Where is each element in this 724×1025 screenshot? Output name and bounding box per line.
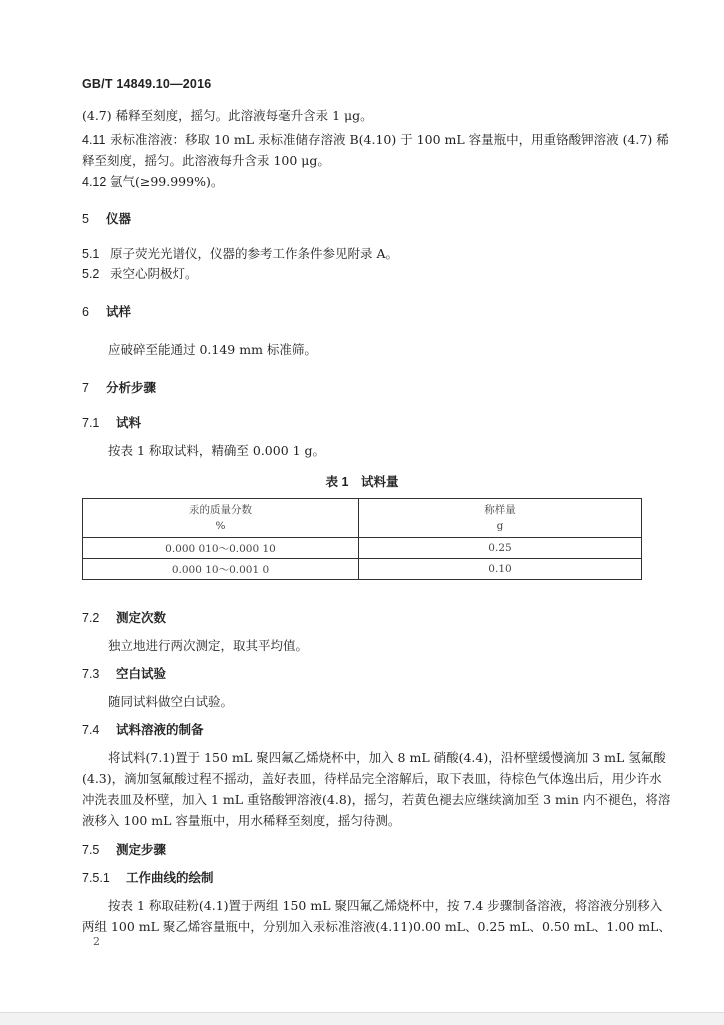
section-6-heading	[82, 302, 131, 320]
subsection-7-5-heading	[82, 840, 166, 858]
table-header-cell	[359, 499, 642, 538]
subsection-7-1-heading	[82, 413, 141, 431]
body-line: 应破碎至能通过 0.149 mm 标准筛。	[108, 342, 317, 357]
table-caption: 表 1 试料量	[325, 475, 399, 489]
subsection-7-2-heading	[82, 608, 166, 626]
section-title: 工作曲线的绘制	[126, 871, 214, 885]
clause-number: 4.12	[82, 175, 107, 189]
subsection-7-3-heading	[82, 664, 166, 682]
section-number: 7.5	[82, 843, 100, 857]
page-number: 2	[93, 935, 100, 948]
clause-text: 汞空心阴极灯。	[110, 266, 198, 281]
column-header: 汞的质量分数	[189, 504, 252, 516]
section-title: 试样	[106, 305, 132, 319]
section-title: 仪器	[106, 212, 132, 226]
body-line: 随同试料做空白试验。	[108, 694, 234, 709]
table-header-cell	[83, 499, 359, 538]
section-5-heading	[82, 209, 131, 227]
clause-5-2	[82, 264, 198, 282]
section-number: 7	[82, 381, 89, 395]
clause-5-1	[82, 244, 398, 262]
table-cell: 0.000 010～0.000 10	[83, 538, 359, 559]
section-number: 7.4	[82, 723, 100, 737]
body-line: (4.3)，滴加氢氟酸过程不摇动，盖好表皿，待样品完全溶解后，取下表皿，待棕色气体逸出后，用少许水	[82, 771, 662, 786]
body-line: 两组 100 mL 聚乙烯容量瓶中，分别加入汞标准溶液(4.11)0.00 mL、0.25 mL、0.50 mL、1.00 mL、	[82, 919, 671, 934]
section-number: 7.1	[82, 416, 100, 430]
section-title: 试料	[116, 416, 142, 430]
column-unit: %	[215, 520, 226, 532]
section-title: 测定步骤	[116, 843, 167, 857]
clause-number: 5.2	[82, 267, 100, 281]
body-line: 释至刻度，摇匀。此溶液每升含汞 100 μg。	[82, 153, 330, 168]
section-title: 测定次数	[116, 611, 167, 625]
subsection-7-4-heading	[82, 720, 204, 738]
clause-4-12	[82, 172, 223, 190]
section-title: 试料溶液的制备	[116, 723, 204, 737]
table-cell: 0.10	[359, 559, 642, 580]
table-row	[83, 559, 642, 580]
body-line: 液移入 100 mL 容量瓶中，用水稀释至刻度，摇匀待测。	[82, 813, 401, 828]
section-number: 5	[82, 212, 89, 226]
section-number: 6	[82, 305, 89, 319]
body-line: 冲洗表皿及杯壁，加入 1 mL 重铬酸钾溶液(4.8)，摇匀，若黄色褪去应继续滴加至 3 min 内不褪色，将溶	[82, 792, 671, 807]
clause-number: 5.1	[82, 247, 100, 261]
section-title: 分析步骤	[106, 381, 157, 395]
body-line: 独立地进行两次测定，取其平均值。	[108, 638, 309, 653]
section-title: 空白试验	[116, 667, 167, 681]
body-line: (4.7) 稀释至刻度，摇匀。此溶液每毫升含汞 1 μg。	[82, 108, 373, 123]
clause-text: 原子荧光光谱仪，仪器的参考工作条件参见附录 A。	[110, 246, 399, 261]
body-line: 按表 1 称取硅粉(4.1)置于两组 150 mL 聚四氟乙烯烧杯中，按 7.4 步骤制备溶液，将溶液分别移入	[108, 898, 663, 913]
table-header-row	[83, 499, 642, 538]
body-line: 将试料(7.1)置于 150 mL 聚四氟乙烯烧杯中，加入 8 mL 硝酸(4.4)，沿杯壁缓慢滴加 3 mL 氢氟酸	[108, 750, 666, 765]
table-row	[83, 538, 642, 559]
bottom-scroll-strip	[0, 1012, 724, 1025]
clause-number: 4.11	[82, 133, 106, 147]
subsection-7-5-1-heading	[82, 868, 214, 886]
clause-text: 汞标准溶液：移取 10 mL 汞标准储存溶液 B(4.10) 于 100 mL 容量瓶中，用重铬酸钾溶液 (4.7) 稀	[110, 132, 669, 147]
column-unit: g	[496, 520, 504, 532]
section-number: 7.5.1	[82, 871, 110, 885]
clause-text: 氩气(≥99.999%)。	[110, 174, 224, 189]
section-7-heading	[82, 378, 156, 396]
section-number: 7.2	[82, 611, 100, 625]
table-cell: 0.25	[359, 538, 642, 559]
section-number: 7.3	[82, 667, 100, 681]
standard-header: GB/T 14849.10—2016	[82, 77, 212, 91]
sample-mass-table	[82, 498, 642, 580]
table-cell: 0.000 10～0.001 0	[83, 559, 359, 580]
body-line: 按表 1 称取试料，精确至 0.000 1 g。	[108, 443, 326, 458]
clause-4-11	[82, 130, 669, 148]
column-header: 称样量	[484, 504, 516, 516]
